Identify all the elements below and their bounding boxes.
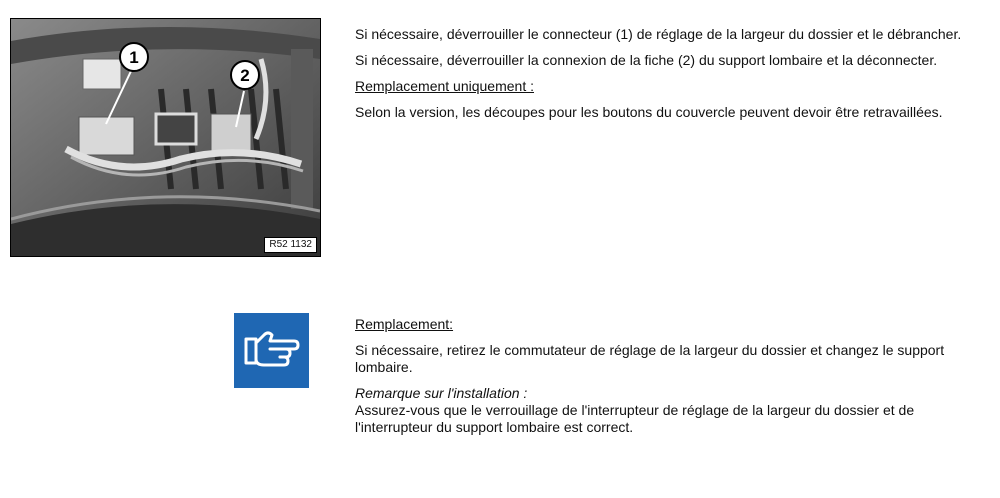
callout-2: 2 [240,66,250,85]
instruction-paragraph-2: Si nécessaire, déverrouiller la connexion de la fiche (2) du support lombaire et la déconnecter. [355,52,938,68]
pointing-hand-icon [234,313,309,388]
installation-note-text: Assurez-vous que le verrouillage de l'interrupteur de réglage de la largeur du dossier et de l'interrupteur du support lombaire est correct. [355,402,915,435]
component-photo [10,18,321,257]
replacement-heading: Remplacement: [355,316,454,332]
image-reference-label: R52 1132 [264,237,317,253]
instructions-section-1 [355,26,985,130]
installation-note-label: Remarque sur l'installation : [355,385,528,401]
replacement-only-heading: Remplacement uniquement : [355,78,534,94]
instruction-paragraph-1: Si nécessaire, déverrouiller le connecteur (1) de réglage de la largeur du dossier et le débrancher. [355,26,962,42]
instruction-paragraph-3: Selon la version, les découpes pour les boutons du couvercle peuvent devoir être retravaillées. [355,104,943,120]
replacement-paragraph: Si nécessaire, retirez le commutateur de réglage de la largeur du dossier et changez le support lombaire. [355,342,945,375]
callout-1: 1 [129,48,139,67]
instructions-section-2 [355,316,985,445]
component-photo-illustration [11,19,320,256]
